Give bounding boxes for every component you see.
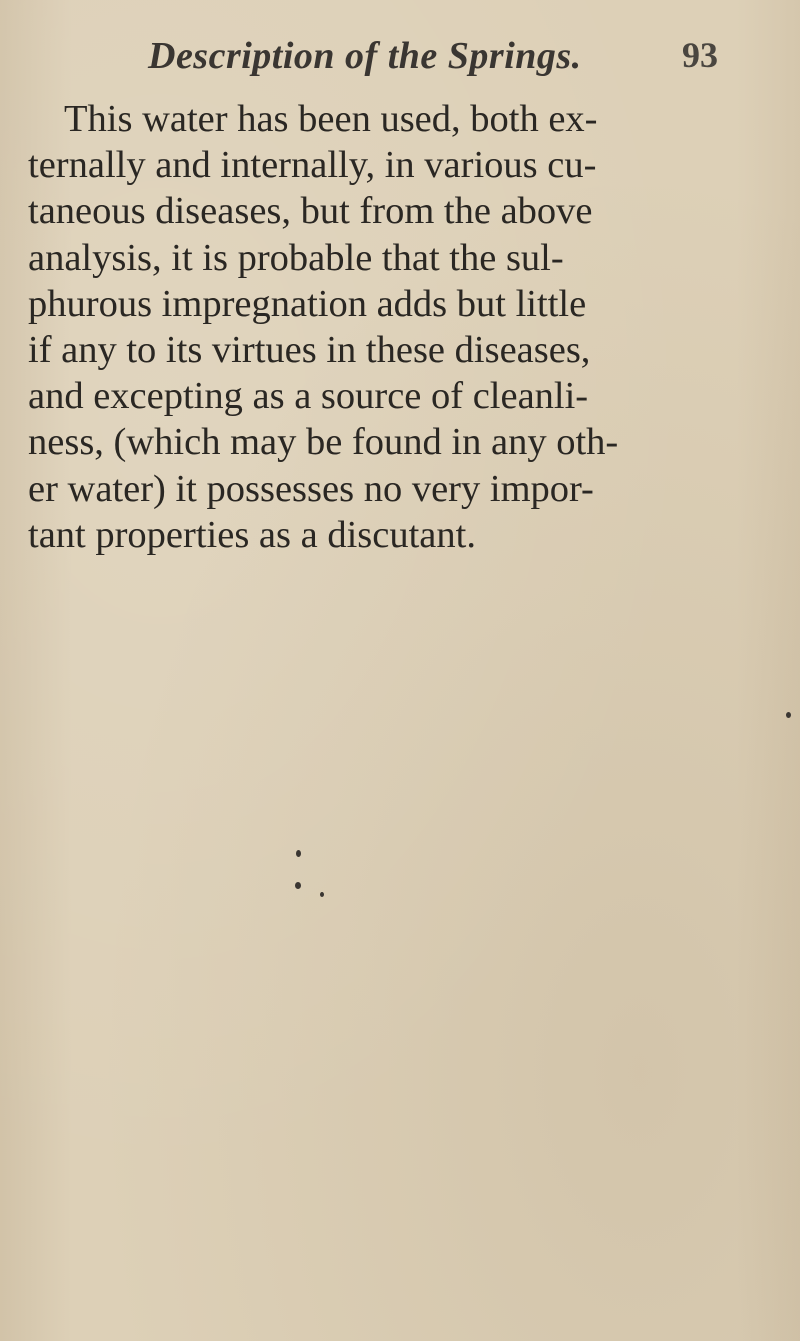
text-line: phurous impregnation adds but little <box>28 282 587 325</box>
body-paragraph <box>28 96 798 558</box>
ink-speck <box>295 882 301 889</box>
text-line: tant properties as a discutant. <box>28 513 476 556</box>
ink-speck <box>786 712 791 718</box>
running-title: Description of the Springs. <box>148 35 582 77</box>
text-line: This water has been used, both ex- <box>64 98 598 140</box>
text-line: er water) it possesses no very impor- <box>28 467 594 510</box>
text-line: analysis, it is probable that the sul- <box>28 236 564 279</box>
text-line: ness, (which may be found in any oth- <box>28 421 619 464</box>
text-line: taneous diseases, but from the above <box>28 190 593 233</box>
running-head <box>148 34 718 90</box>
text-line: and excepting as a source of cleanli- <box>28 375 589 418</box>
ink-speck <box>320 892 324 897</box>
text-line: if any to its virtues in these diseases, <box>28 329 591 372</box>
ink-speck <box>296 850 301 857</box>
text-line: ternally and internally, in various cu- <box>28 144 597 187</box>
page-number: 93 <box>682 35 718 75</box>
